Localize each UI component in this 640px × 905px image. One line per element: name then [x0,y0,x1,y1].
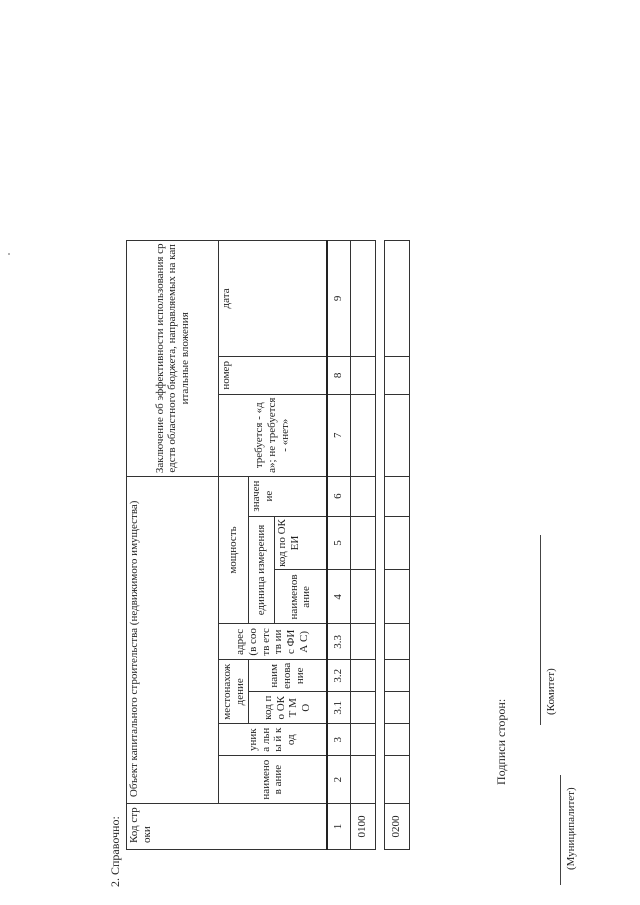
signature-title: Подписи сторон: [494,698,508,785]
signature-line-municipality [560,775,561,885]
signature-label-municipality: (Муниципалитет) [565,787,577,870]
header-capacity: мощность [219,476,249,624]
cell [350,624,375,660]
header-unique-code: уника льны й код [219,724,327,756]
header-location: местонахож дение [219,660,249,724]
cell [350,241,375,357]
column-number: 7 [327,394,351,476]
signature-label-committee: (Комитет) [545,668,557,715]
signature-line-committee [540,535,541,725]
cell [350,756,375,804]
column-number-row [327,241,351,850]
column-number: 2 [327,756,351,804]
row-spacer [375,241,384,850]
header-oktmo-code: код по ОКТ МО [249,692,327,724]
table-row [384,241,409,850]
cell [384,394,409,476]
cell [384,476,409,516]
column-number: 1 [327,804,351,850]
table-row [350,241,375,850]
cell [384,241,409,357]
column-number: 3.3 [327,624,351,660]
cell [384,692,409,724]
header-conclusion: Заключение об эффективности использования средств областного бюджета, направляемых на капитальные вложения [127,241,219,477]
column-number: 5 [327,516,351,570]
row-code: 0200 [384,804,409,850]
column-number: 3 [327,724,351,756]
column-number: 6 [327,476,351,516]
column-number: 9 [327,241,351,357]
header-number: номер [219,356,327,394]
column-number: 4 [327,570,351,624]
cell [384,570,409,624]
cell [384,356,409,394]
cell [350,724,375,756]
header-name: наименов ание [219,756,327,804]
cell [384,724,409,756]
header-object: Объект капитального строительства (недвижимого имущества) [127,476,219,803]
cell [350,356,375,394]
header-code: Код строки [127,804,327,850]
cell [384,624,409,660]
row-code: 0100 [350,804,375,850]
cell [350,570,375,624]
column-number: 3.2 [327,660,351,692]
cell [384,756,409,804]
cell [350,660,375,692]
header-location-name: наим енова ние [249,660,327,692]
cell [384,660,409,692]
header-value: значен ие [249,476,327,516]
column-number: 3.1 [327,692,351,724]
cell [350,394,375,476]
reference-table [126,240,410,850]
header-okei-code: код по ОКЕИ [275,516,327,570]
header-date: дата [219,241,327,357]
section-title: 2. Справочно: [108,816,122,887]
column-number: 8 [327,356,351,394]
cell [350,476,375,516]
header-unit-name: наименов ание [275,570,327,624]
header-required: требуется - «да»; не требуется - «нет» [219,394,327,476]
cell [350,516,375,570]
scan-speck [8,253,10,255]
cell [384,516,409,570]
cell [350,692,375,724]
header-address: адрес (в соотв етств ии с ФИА С) [219,624,327,660]
header-unit: единица измерения [249,516,275,624]
